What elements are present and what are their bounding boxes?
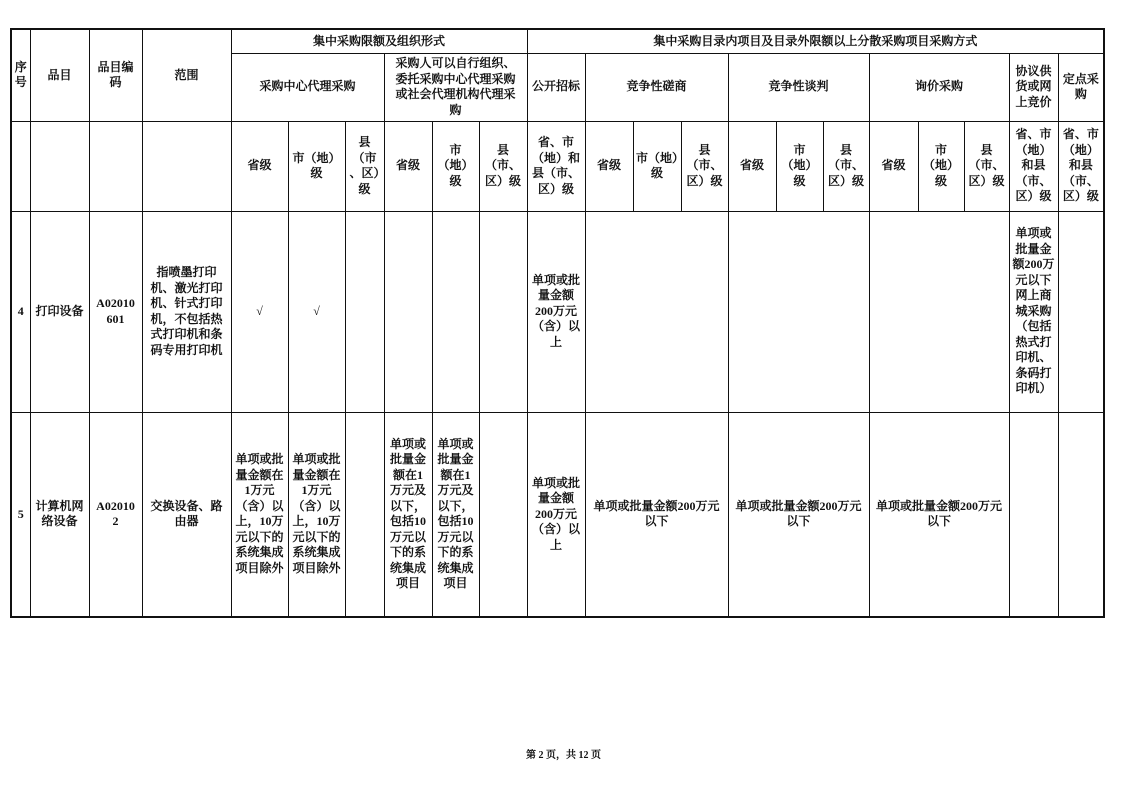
table-row (11, 211, 1104, 412)
row-scope: 交换设备、路由器 (142, 412, 231, 617)
header-competitive-negotiation: 竞争性谈判 (728, 53, 869, 121)
header-group-procurement-methods: 集中采购目录内项目及目录外限额以上分散采购项目采购方式 (527, 29, 1104, 53)
level-negotiate-county: 县（市、区）级 (823, 121, 869, 211)
level-center-county: 县（市、区）级 (345, 121, 384, 211)
row-self-county (479, 211, 527, 412)
header-self-organized: 采购人可以自行组织、委托采购中心代理采购或社会代理机构代理采购 (384, 53, 527, 121)
level-inquiry-city: 市（地）级 (918, 121, 964, 211)
row-item: 打印设备 (30, 211, 89, 412)
blank-cell (142, 121, 231, 211)
header-seq: 序号 (11, 29, 30, 121)
row-seq: 5 (11, 412, 30, 617)
level-center-province: 省级 (231, 121, 288, 211)
header-agreement-supply: 协议供货或网上竞价 (1009, 53, 1058, 121)
row-center-province: √ (231, 211, 288, 412)
header-inquiry: 询价采购 (869, 53, 1009, 121)
row-code: A020102 (89, 412, 142, 617)
level-consult-county: 县（市、区）级 (681, 121, 728, 211)
header-competitive-consultation: 竞争性磋商 (585, 53, 728, 121)
row-self-province: 单项或批量金额在1万元及以下，包括10万元以下的系统集成项目 (384, 412, 432, 617)
row-consult: 单项或批量金额200万元以下 (585, 412, 728, 617)
header-row-1 (11, 29, 1104, 53)
row-designated (1058, 412, 1104, 617)
header-scope: 范围 (142, 29, 231, 121)
row-self-city: 单项或批量金额在1万元及以下，包括10万元以下的系统集成项目 (432, 412, 479, 617)
row-center-province: 单项或批量金额在1万元（含）以上，10万元以下的系统集成项目除外 (231, 412, 288, 617)
row-open-bid: 单项或批量金额200万元（含）以上 (527, 211, 585, 412)
row-consult (585, 211, 728, 412)
row-code: A02010601 (89, 211, 142, 412)
row-self-province (384, 211, 432, 412)
header-row-levels (11, 121, 1104, 211)
table-row (11, 412, 1104, 617)
level-agreement: 省、市（地）和县（市、区）级 (1009, 121, 1058, 211)
row-inquiry: 单项或批量金额200万元以下 (869, 412, 1009, 617)
level-open-bid: 省、市（地）和县（市、区）级 (527, 121, 585, 211)
level-negotiate-city: 市（地）级 (776, 121, 823, 211)
header-center-agent: 采购中心代理采购 (231, 53, 384, 121)
row-negotiate: 单项或批量金额200万元以下 (728, 412, 869, 617)
row-agreement (1009, 412, 1058, 617)
level-consult-city: 市（地）级 (633, 121, 681, 211)
header-open-bid: 公开招标 (527, 53, 585, 121)
level-consult-province: 省级 (585, 121, 633, 211)
blank-cell (30, 121, 89, 211)
row-inquiry (869, 211, 1009, 412)
level-self-province: 省级 (384, 121, 432, 211)
level-designated: 省、市（地）和县（市、区）级 (1058, 121, 1104, 211)
row-self-county (479, 412, 527, 617)
procurement-table (10, 28, 1105, 618)
row-center-city: √ (288, 211, 345, 412)
header-group-quota-organization: 集中采购限额及组织形式 (231, 29, 527, 53)
level-self-city: 市（地）级 (432, 121, 479, 211)
row-agreement: 单项或批量金额200万元以下网上商城采购（包括热式打印机、条码打印机） (1009, 211, 1058, 412)
row-self-city (432, 211, 479, 412)
page-number: 第 2 页，共 12 页 (526, 750, 601, 761)
row-center-county (345, 412, 384, 617)
header-designated: 定点采购 (1058, 53, 1104, 121)
row-negotiate (728, 211, 869, 412)
row-designated (1058, 211, 1104, 412)
level-self-county: 县（市、区）级 (479, 121, 527, 211)
row-center-city: 单项或批量金额在1万元（含）以上，10万元以下的系统集成项目除外 (288, 412, 345, 617)
header-code: 品目编码 (89, 29, 142, 121)
level-center-city: 市（地）级 (288, 121, 345, 211)
level-negotiate-province: 省级 (728, 121, 776, 211)
header-item: 品目 (30, 29, 89, 121)
row-seq: 4 (11, 211, 30, 412)
blank-cell (89, 121, 142, 211)
level-inquiry-province: 省级 (869, 121, 918, 211)
blank-cell (11, 121, 30, 211)
row-scope: 指喷墨打印机、激光打印机、针式打印机，不包括热式打印机和条码专用打印机 (142, 211, 231, 412)
row-item: 计算机网络设备 (30, 412, 89, 617)
row-open-bid: 单项或批量金额200万元（含）以上 (527, 412, 585, 617)
level-inquiry-county: 县（市、区）级 (964, 121, 1009, 211)
row-center-county (345, 211, 384, 412)
